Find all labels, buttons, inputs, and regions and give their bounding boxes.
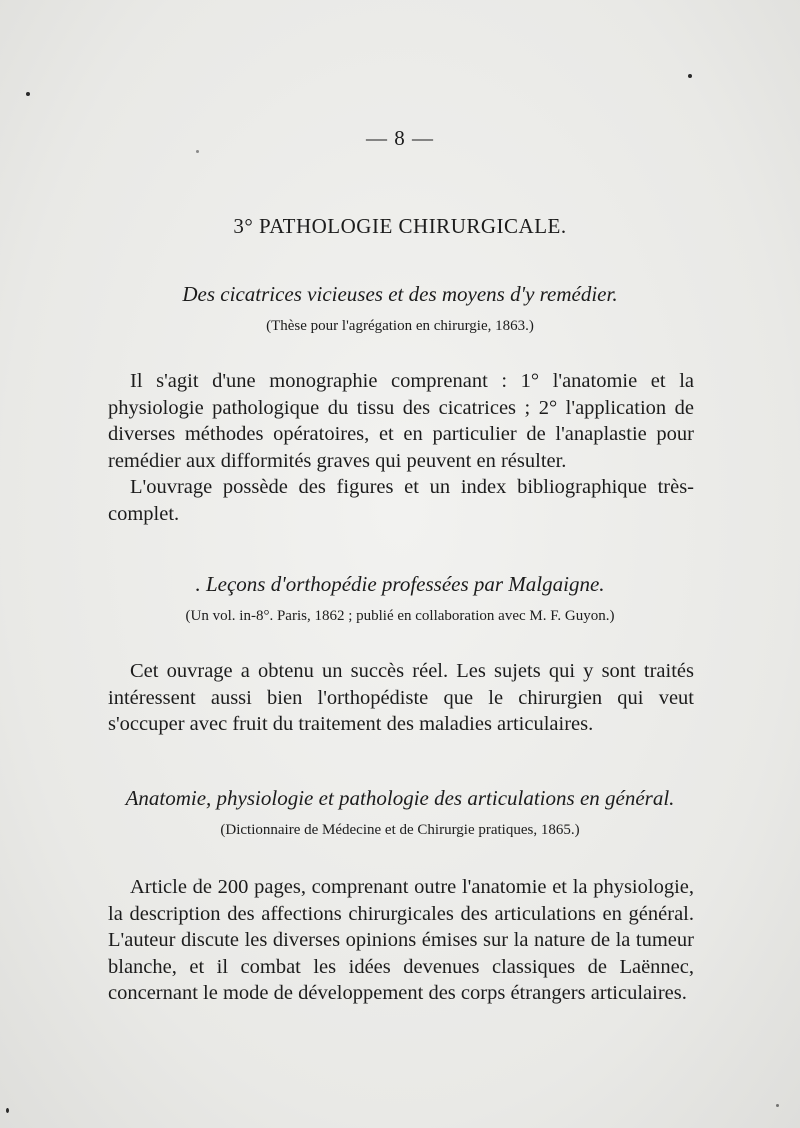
paragraph-articulations-summary: Article de 200 pages, comprenant outre l'anatomie et la physiologie, la description des affections chirurgicales des articulations en général. L'auteur discute les diverses opinions émises sur la nature de la tumeur blanche, et il combat les idées devenues classiques de Laënnec, concernant le mode de développement des corps étrangers articulaires. (108, 876, 694, 1004)
work-note-cicatrices: (Thèse pour l'agrégation en chirurgie, 1863.) (266, 318, 534, 334)
paragraph-cicatrices-figures: L'ouvrage possède des figures et un index bibliographique très-complet. (108, 476, 694, 525)
section-heading: 3° PATHOLOGIE CHIRURGICALE. (233, 214, 567, 238)
work-title-articulations: Anatomie, physiologie et pathologie des articulations en général. (125, 786, 675, 810)
print-speck (688, 74, 692, 78)
print-speck (196, 150, 199, 153)
print-speck (776, 1104, 779, 1107)
print-speck (6, 1108, 9, 1113)
paragraph-cicatrices-summary: Il s'agit d'une monographie comprenant : 1° l'anatomie et la physiologie pathologique du tissu des cicatrices ; 2° l'application de diverses méthodes opératoires, et en particulier de l'anaplastie pour remédier aux difformités graves qui peuvent en résulter. (108, 370, 694, 472)
work-title-cicatrices: Des cicatrices vicieuses et des moyens d'y remédier. (182, 282, 618, 306)
page-number: — 8 — (366, 126, 434, 150)
work-title-orthopedie: . Leçons d'orthopédie professées par Malgaigne. (195, 572, 605, 596)
paragraph-orthopedie-summary: Cet ouvrage a obtenu un succès réel. Les sujets qui y sont traités intéressent aussi bien l'orthopédiste que le chirurgien qui veut s'occuper avec fruit du traitement des maladies articulaires. (108, 660, 694, 735)
work-note-articulations: (Dictionnaire de Médecine et de Chirurgie pratiques, 1865.) (220, 822, 580, 838)
work-note-orthopedie: (Un vol. in-8°. Paris, 1862 ; publié en collaboration avec M. F. Guyon.) (185, 608, 615, 624)
print-speck (26, 92, 30, 96)
